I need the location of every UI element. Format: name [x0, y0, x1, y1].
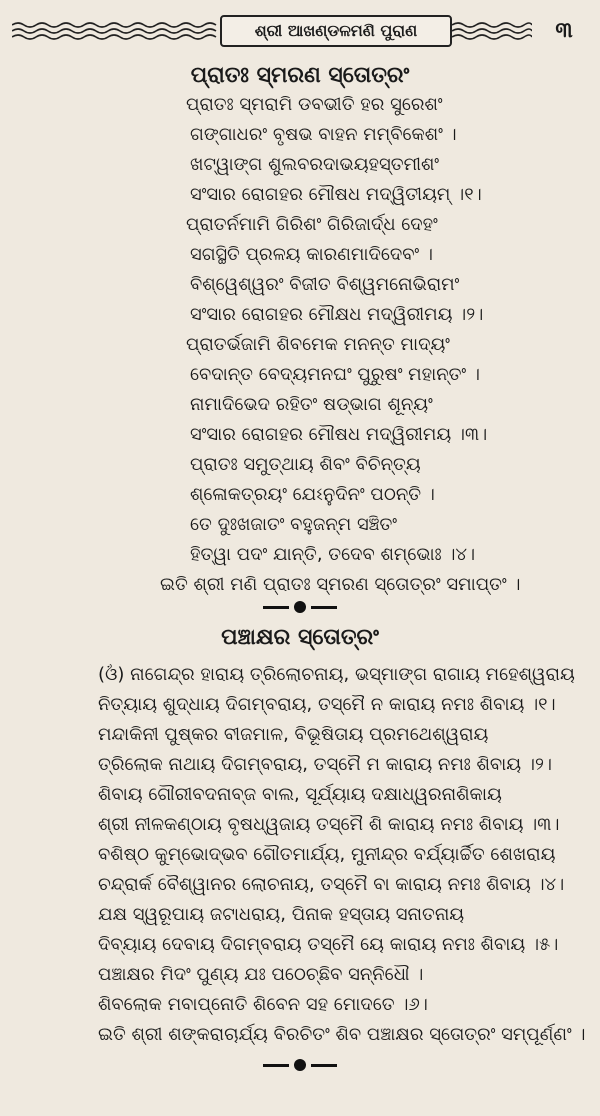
section-closing-line: ଇତି ଶ୍ରୀ ଶଙ୍କରାଚାର୍ଯ୍ୟ ବିରଚିତଂ ଶିବ ପଞ୍ଚାକ୍ଷର ସ୍ତୋତ୍ରଂ ସମ୍ପୂର୍ଣ୍ଣଂ ।	[98, 1024, 586, 1045]
verse-line: ହିତ୍ୱା ପଦଂ ଯାନ୍ତି, ତଦେବ ଶମ୍ଭୋଃ ।୪।	[190, 544, 476, 565]
verse-line: ଶ୍ରୀ ନୀଳକଣ୍ଠାୟ ବୃଷଧ୍ୱଜାୟ ତସ୍ମୈ ଶି କାରାୟ ନମଃ ଶିବାୟ ।୩।	[98, 814, 560, 835]
verse-line: ସଗସ୍ଥିତି ପ୍ରଳୟ କାରଣମାଦିଦେବଂ ।	[190, 244, 433, 265]
verse-line: ବିଶ୍ୱେଶ୍ୱରଂ ବିଜୀତ ବିଶ୍ୱମନୋଭିରାମଂ	[190, 274, 460, 295]
book-title-box	[220, 15, 452, 47]
section-closing-line: ଇତି ଶ୍ରୀ ମଣି ପ୍ରାତଃ ସ୍ମରଣ ସ୍ତୋତ୍ରଂ ସମାପ୍ତଂ ।	[160, 574, 521, 595]
verse-line: ଶିବାୟ ଗୌରୀବଦନାବ୍ଜ ବାଲ, ସୂର୍ଯ୍ୟାୟ ଦକ୍ଷାଧ୍ୱରନାଶିକାୟ	[98, 784, 502, 805]
section-title-panchakshara: ପଞ୍ଚାକ୍ଷର ସ୍ତୋତ୍ରଂ	[221, 625, 379, 650]
page-header	[0, 0, 600, 60]
verse-line: ବେଦାନ୍ତ ବେଦ୍ୟମନଘଂ ପୁରୁଷଂ ମହାନ୍ତଂ ।	[190, 364, 480, 385]
wavy-line-ornament-left	[12, 20, 220, 44]
verse-line: ସଂସାର ରୋଗହର ମୌକ୍ଷଧ ମଦ୍ୱିରୀମୟ ।୨।	[190, 304, 484, 325]
section-divider-ornament	[0, 1050, 600, 1080]
wavy-line-ornament-right	[452, 20, 532, 44]
verse-line: ନିତ୍ୟାୟ ଶୁଦ୍ଧାୟ ଦିଗମ୍ବରାୟ, ତସ୍ମୈ ନ କାରାୟ ନମଃ ଶିବାୟ ।୧।	[98, 694, 556, 715]
verse-line: ସଂସାର ରୋଗହର ମୌଷଧ ମଦ୍ୱିତୀୟମ୍ ।୧।	[190, 184, 482, 205]
verse-line: ତେ ଦୁଃଖଜାତଂ ବହୁଜନ୍ମ ସଞ୍ଚିତଂ	[190, 514, 397, 535]
verse-line: ଦିବ୍ୟାୟ ଦେବାୟ ଦିଗମ୍ବରାୟ ତସ୍ମୈ ୟେ କାରାୟ ନମଃ ଶିବାୟ ।୫।	[98, 934, 559, 955]
verse-line: ପ୍ରାତଃ ସ୍ମରାମି ଡବଭୀତି ହର ସୁରେଶଂ	[186, 94, 443, 115]
page-number: ୩	[555, 17, 573, 43]
verse-line: ଗଙ୍ଗାଧରଂ ବୃଷଭ ବାହନ ମମ୍ବିକେଶଂ ।	[190, 124, 457, 145]
verse-line: ଯକ୍ଷ ସ୍ୱରୂପାୟ ଜଟାଧରାୟ, ପିନାକ ହସ୍ତାୟ ସନାତନାୟ	[98, 904, 465, 925]
verse-line: ନାମାଦିଭେଦ ରହିତଂ ଷଡ୍‌ଭାଗ ଶୂନ୍ୟଂ	[190, 394, 433, 415]
verse-line: ପଞ୍ଚାକ୍ଷର ମିଦଂ ପୁଣ୍ୟ ଯଃ ପଠେଚ୍ଛିବ ସନ୍ନିଧୌ ।	[98, 964, 424, 985]
verse-line: ପ୍ରାତର୍ଭଜାମି ଶିବମେକ ମନନ୍ତ ମାଦ୍ୟଂ	[186, 334, 450, 355]
verse-line: (ଓଁ) ନାଗେନ୍ଦ୍ର ହାରାୟ ତ୍ରିଲୋଚନାୟ, ଭସ୍ମାଙ୍ଗ ରାଗାୟ ମହେଶ୍ୱରାୟ	[98, 664, 575, 685]
verse-line: ପ୍ରାତଃ ସମୁତ୍‌ଥାୟ ଶିବଂ ବିଚିନ୍ତ୍ୟ	[190, 454, 421, 475]
section-title-pratah-smarana: ପ୍ରାତଃ ସ୍ମରଣ ସ୍ତୋତ୍ରଂ	[190, 63, 410, 88]
verse-line: ତ୍ରିଲୋକ ନାଥାୟ ଦିଗମ୍ବରାୟ, ତସ୍ମୈ ମ କାରାୟ ନମଃ ଶିବାୟ ।୨।	[98, 754, 553, 775]
verse-line: ଚନ୍ଦ୍ରାର୍କ ବୈଶ୍ୱାନର ଲୋଚନାୟ, ତସ୍ମୈ ବା କାରାୟ ନମଃ ଶିବାୟ ।୪।	[98, 874, 565, 895]
verse-line: ମନ୍ଦାକିନୀ ପୁଷ୍କର ବୀଜମାଳ, ବିଭୂଷିତାୟ ପ୍ରମଥେଶ୍ୱରାୟ	[98, 724, 489, 745]
verse-line: ଶିବଲୋକ ମବାପ୍ନୋତି ଶିବେନ ସହ ମୋଦତେ ।୬।	[98, 994, 428, 1015]
section-divider-ornament	[0, 592, 600, 622]
verse-line: ଖଟ୍ୱାଙ୍ଗ ଶୁଲବରଦାଭୟହସ୍ତମୀଶଂ	[190, 154, 440, 175]
book-title: ଶ୍ରୀ ଆଖଣ୍ଡଳମଣି ପୁରାଣ	[254, 21, 418, 40]
verse-line: ବଶିଷ୍ଠ କୁମ୍ଭୋଦ୍ଭବ ଗୌତମାର୍ଯ୍ୟ, ମୁନୀନ୍ଦ୍ର ବର୍ଯ୍ୟାର୍ଚ୍ଚିତ ଶେଖରାୟ	[98, 844, 556, 865]
verse-line: ସଂସାର ରୋଗହର ମୌଷଧ ମଦ୍ୱିରୀମୟ ।୩।	[190, 424, 488, 445]
verse-line: ପ୍ରାତର୍ନମାମି ଗିରିଶଂ ଗିରିଜାର୍ଦ୍ଧ ଦେହଂ	[186, 214, 438, 235]
verse-line: ଶ୍ଳୋକତ୍ରୟଂ ଯେଽନୁଦିନଂ ପଠନ୍ତି ।	[190, 484, 435, 505]
